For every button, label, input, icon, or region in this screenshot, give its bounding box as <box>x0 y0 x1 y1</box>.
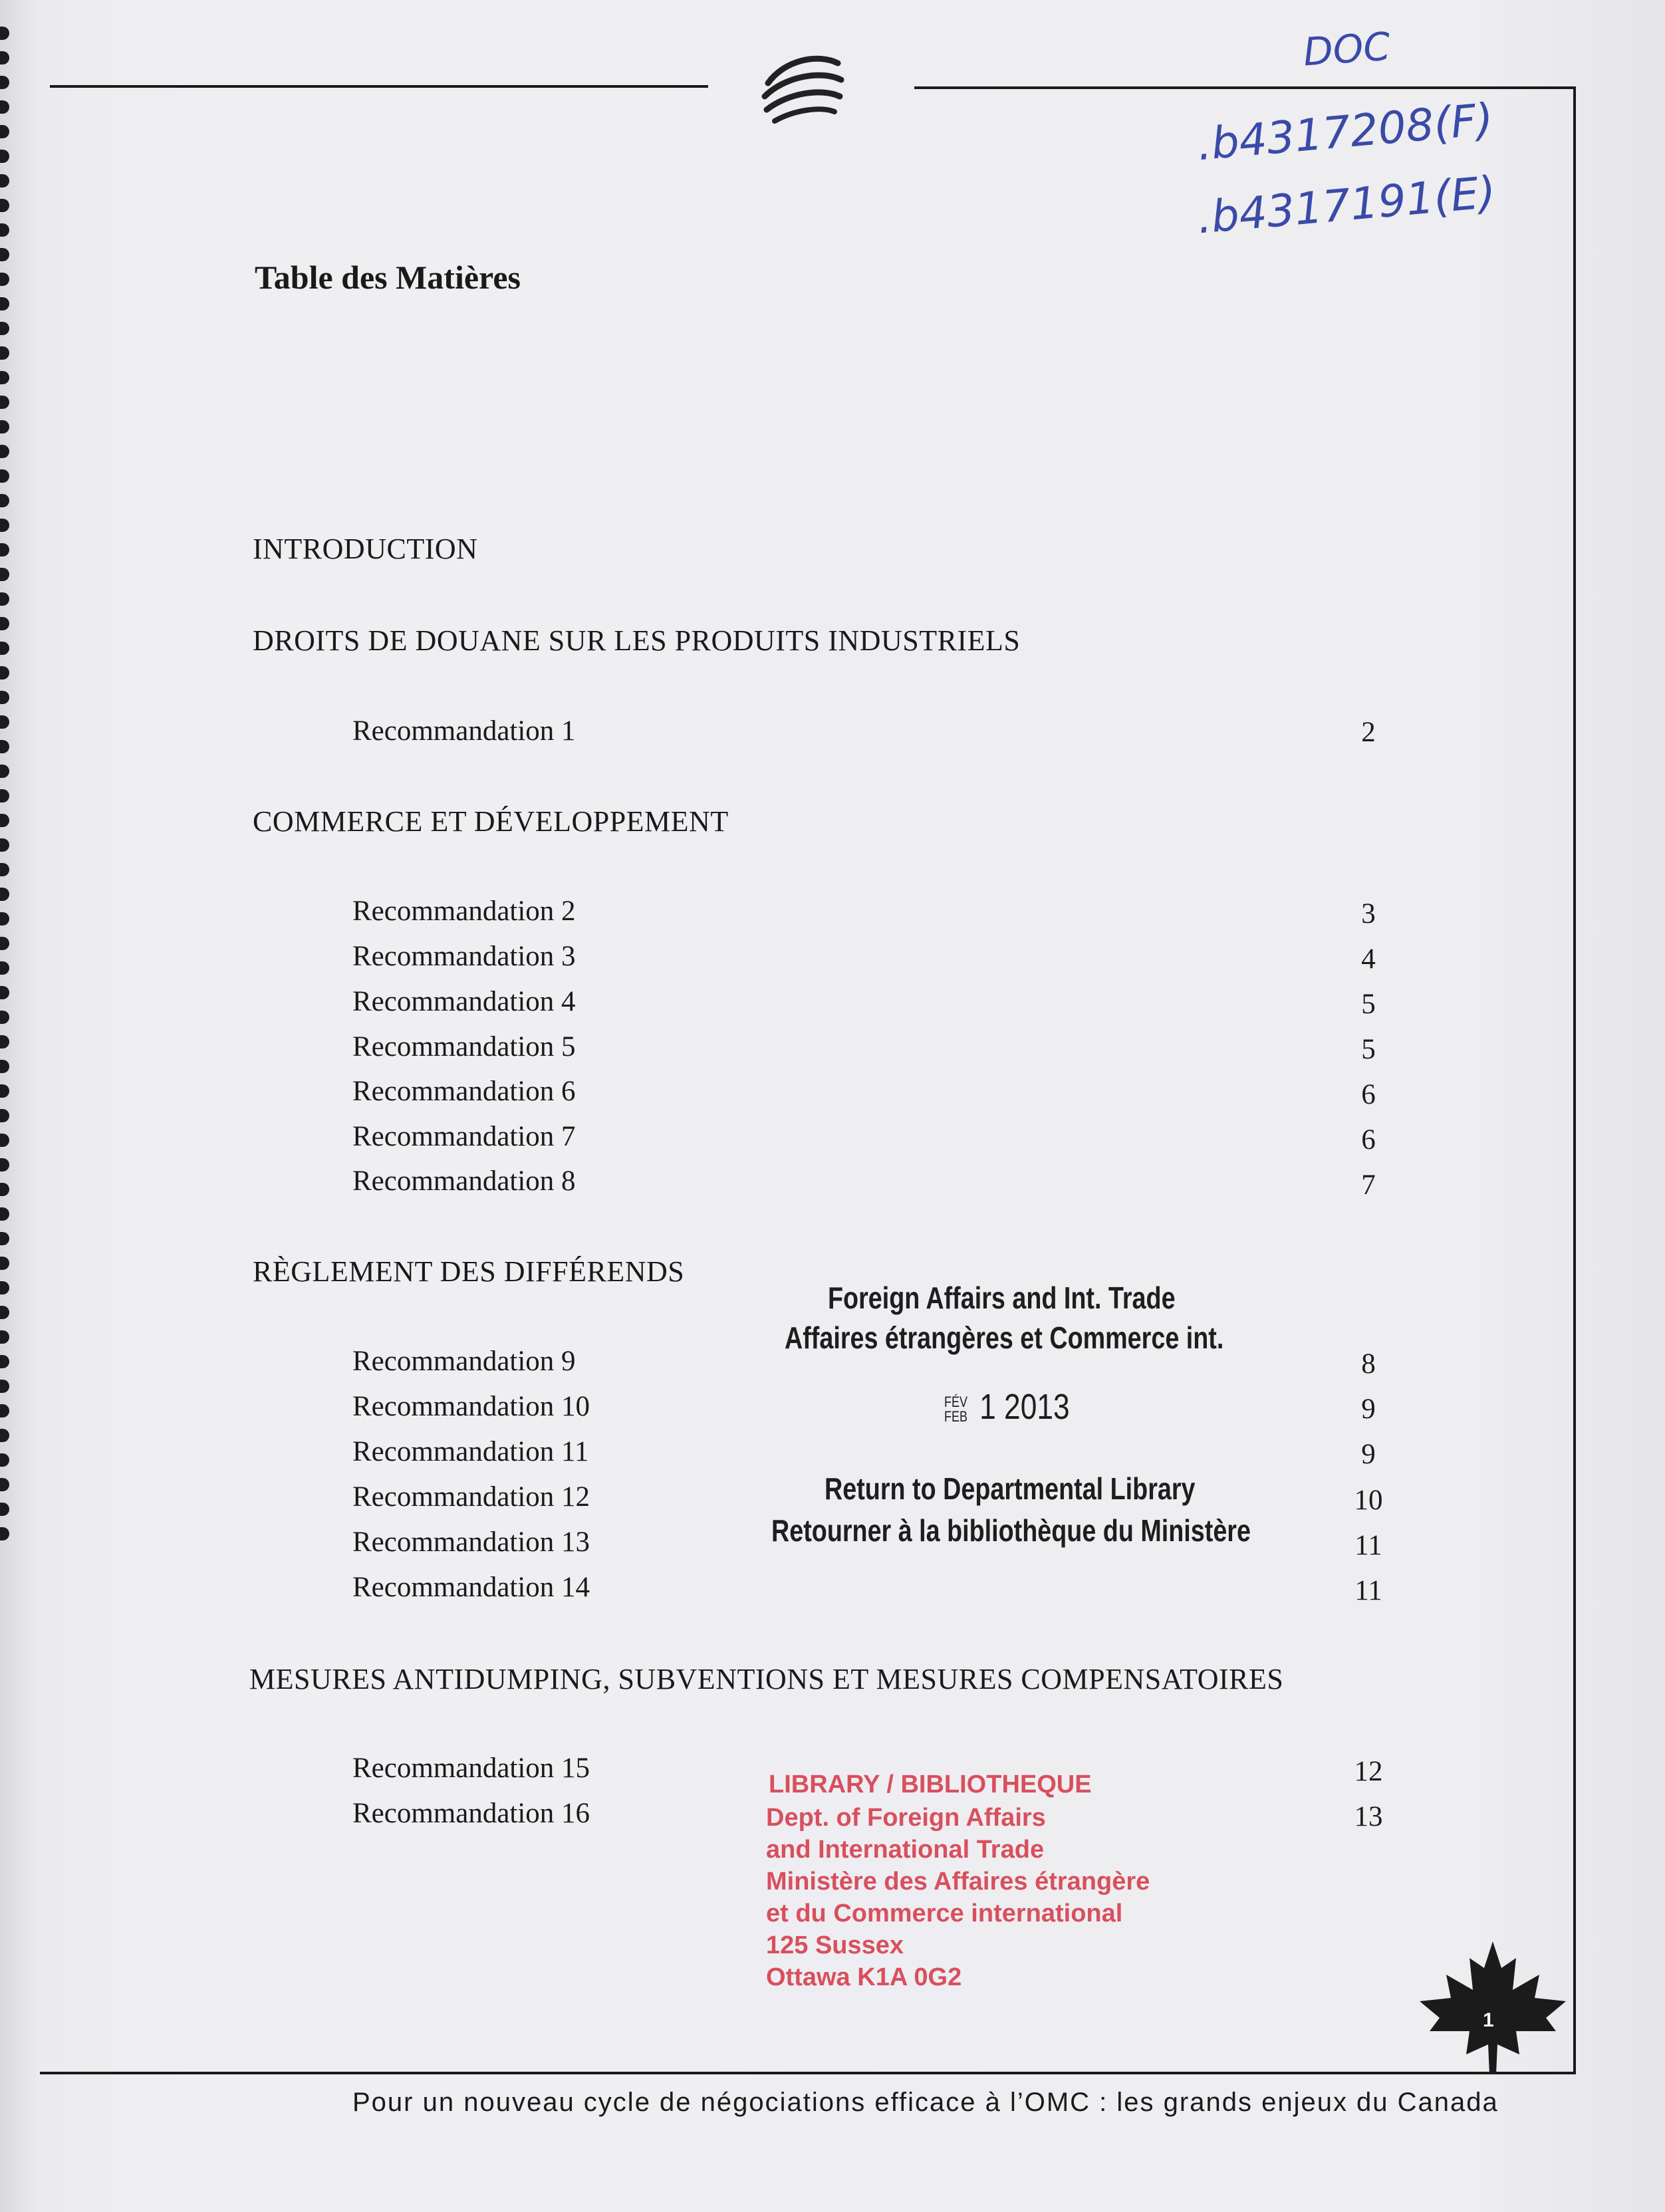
binding-ring <box>0 592 9 606</box>
library-stamp-line: LIBRARY / BIBLIOTHEQUE <box>769 1771 1092 1798</box>
binding-ring <box>0 765 9 778</box>
binding-ring <box>0 1281 9 1294</box>
binding-ring <box>0 568 9 581</box>
binding-ring <box>0 322 9 335</box>
binding-ring <box>0 27 9 40</box>
binding-ring <box>0 51 9 64</box>
library-stamp-line: Dept. of Foreign Affairs <box>766 1804 1046 1832</box>
toc-entry-label: Recommandation 2 <box>352 896 576 927</box>
binding-ring <box>0 1429 9 1442</box>
binding-ring <box>0 912 9 925</box>
binding-ring <box>0 617 9 630</box>
binding-ring <box>0 1330 9 1344</box>
toc-entry-page: 12 <box>1354 1756 1383 1787</box>
toc-entry-label: Recommandation 10 <box>352 1391 590 1422</box>
binding-ring <box>0 740 9 753</box>
binding-ring <box>0 396 9 409</box>
toc-entry-page: 11 <box>1354 1575 1382 1606</box>
binding-ring <box>0 1404 9 1417</box>
toc-entry-label: Recommandation 6 <box>352 1076 576 1107</box>
binding-ring <box>0 273 9 286</box>
binding-ring <box>0 1207 9 1221</box>
toc-section-title: RÈGLEMENT DES DIFFÉRENDS <box>253 1255 685 1288</box>
toc-entry-page: 9 <box>1361 1439 1376 1470</box>
binding-ring <box>0 961 9 975</box>
binding-ring <box>0 371 9 384</box>
toc-section-title: INTRODUCTION <box>253 533 478 565</box>
binding-ring <box>0 1035 9 1048</box>
toc-entry-page: 13 <box>1354 1801 1383 1832</box>
library-stamp-line: et du Commerce international <box>766 1900 1123 1927</box>
toc-entry-page: 7 <box>1361 1169 1376 1201</box>
toc-entry-page: 10 <box>1354 1485 1383 1516</box>
toc-entry-label: Recommandation 14 <box>352 1572 590 1603</box>
binding-ring <box>0 248 9 261</box>
binding-ring <box>0 642 9 655</box>
binding-ring <box>0 691 9 704</box>
library-stamp-line: Ottawa K1A 0G2 <box>766 1963 962 1991</box>
binding-ring <box>0 150 9 163</box>
toc-entry-label: Recommandation 11 <box>352 1436 589 1467</box>
binding-ring <box>0 863 9 876</box>
library-stamp-line: 125 Sussex <box>766 1931 904 1959</box>
toc-entry-label: Recommandation 4 <box>352 986 576 1017</box>
binding-ring <box>0 1158 9 1171</box>
toc-entry-page: 5 <box>1361 1034 1376 1065</box>
binding-ring <box>0 1011 9 1024</box>
binding-ring <box>0 1084 9 1098</box>
binding-ring <box>0 888 9 901</box>
top-rule-right <box>914 86 1576 89</box>
toc-entry-label: Recommandation 15 <box>352 1753 590 1784</box>
binding-ring <box>0 76 9 89</box>
handwritten-doc-note: DOC <box>1301 23 1392 75</box>
binding-ring <box>0 1453 9 1467</box>
binding-ring <box>0 1183 9 1196</box>
handwritten-call-number-english: .b4317191(E) <box>1195 166 1498 244</box>
toc-entry-label: Recommandation 9 <box>352 1346 576 1377</box>
binding-ring <box>0 174 9 187</box>
binding-ring <box>0 420 9 433</box>
toc-entry-page: 3 <box>1361 898 1376 929</box>
binding-ring <box>0 1355 9 1368</box>
stamp-return-english: Return to Departmental Library <box>825 1471 1196 1506</box>
binding-ring <box>0 1109 9 1122</box>
binding-ring <box>0 125 9 138</box>
binding-ring <box>0 199 9 212</box>
maple-leaf-icon <box>1416 1938 1569 2078</box>
footer-title: Pour un nouveau cycle de négociations efficace à l’OMC : les grands enjeux du Canada <box>352 2088 1499 2117</box>
binding-ring <box>0 469 9 483</box>
binding-ring <box>0 715 9 729</box>
binding-ring <box>0 1060 9 1073</box>
binding-ring <box>0 937 9 950</box>
toc-section-title: DROITS DE DOUANE SUR LES PRODUITS INDUSTRIELS <box>253 624 1021 657</box>
toc-entry-label: Recommandation 12 <box>352 1481 590 1513</box>
toc-entry-label: Recommandation 1 <box>352 715 576 747</box>
binding-ring <box>0 346 9 360</box>
toc-entry-page: 5 <box>1361 989 1376 1020</box>
stamp-department-english: Foreign Affairs and Int. Trade <box>828 1281 1176 1315</box>
binding-ring <box>0 1527 9 1540</box>
stamp-department-french: Affaires étrangères et Commerce int. <box>785 1320 1224 1355</box>
right-frame-rule <box>1573 86 1576 2074</box>
toc-section-title: COMMERCE ET DÉVELOPPEMENT <box>253 805 729 838</box>
wto-logo-icon <box>755 47 848 133</box>
toc-entry-page: 9 <box>1361 1394 1376 1425</box>
binding-ring <box>0 1134 9 1147</box>
page-number: 1 <box>1483 2009 1494 2031</box>
toc-entry-label: Recommandation 5 <box>352 1031 576 1062</box>
spiral-binding <box>0 27 15 1556</box>
binding-ring <box>0 100 9 114</box>
handwritten-call-number-french: .b4317208(F) <box>1195 93 1495 171</box>
binding-ring <box>0 1306 9 1319</box>
binding-ring <box>0 445 9 458</box>
binding-ring <box>0 223 9 237</box>
toc-entry-page: 11 <box>1354 1530 1382 1561</box>
binding-ring <box>0 543 9 556</box>
library-stamp-line: and International Trade <box>766 1836 1045 1864</box>
toc-entry-label: Recommandation 13 <box>352 1527 590 1558</box>
library-stamp-line: Ministère des Affaires étrangère <box>766 1868 1150 1896</box>
toc-title: Table des Matières <box>255 259 521 296</box>
toc-entry-page: 4 <box>1361 943 1376 975</box>
toc-entry-page: 2 <box>1361 717 1376 748</box>
toc-entry-label: Recommandation 7 <box>352 1121 576 1152</box>
binding-ring <box>0 838 9 852</box>
binding-ring <box>0 519 9 532</box>
binding-ring <box>0 1380 9 1393</box>
stamp-return-french: Retourner à la bibliothèque du Ministère <box>771 1513 1251 1548</box>
binding-ring <box>0 1232 9 1245</box>
toc-entry-label: Recommandation 16 <box>352 1798 590 1829</box>
binding-ring <box>0 1503 9 1516</box>
stamp-date-value: 1 2013 <box>979 1387 1070 1427</box>
binding-ring <box>0 789 9 802</box>
binding-ring <box>0 1478 9 1491</box>
binding-ring <box>0 666 9 679</box>
toc-entry-label: Recommandation 3 <box>352 941 576 972</box>
binding-ring <box>0 297 9 310</box>
stamp-month-french: FÉV <box>944 1393 968 1410</box>
toc-entry-page: 6 <box>1361 1124 1376 1156</box>
binding-ring <box>0 814 9 827</box>
binding-ring <box>0 986 9 999</box>
top-rule-left <box>50 85 708 88</box>
binding-ring <box>0 494 9 507</box>
binding-ring <box>0 1257 9 1270</box>
toc-entry-page: 6 <box>1361 1079 1376 1110</box>
bottom-rule <box>40 2072 1576 2074</box>
toc-section-title: MESURES ANTIDUMPING, SUBVENTIONS ET MESURES COMPENSATOIRES <box>249 1663 1284 1695</box>
toc-entry-page: 8 <box>1361 1348 1376 1380</box>
stamp-date <box>944 1386 1070 1427</box>
toc-entry-label: Recommandation 8 <box>352 1166 576 1197</box>
stamp-month-english: FEB <box>944 1408 968 1425</box>
